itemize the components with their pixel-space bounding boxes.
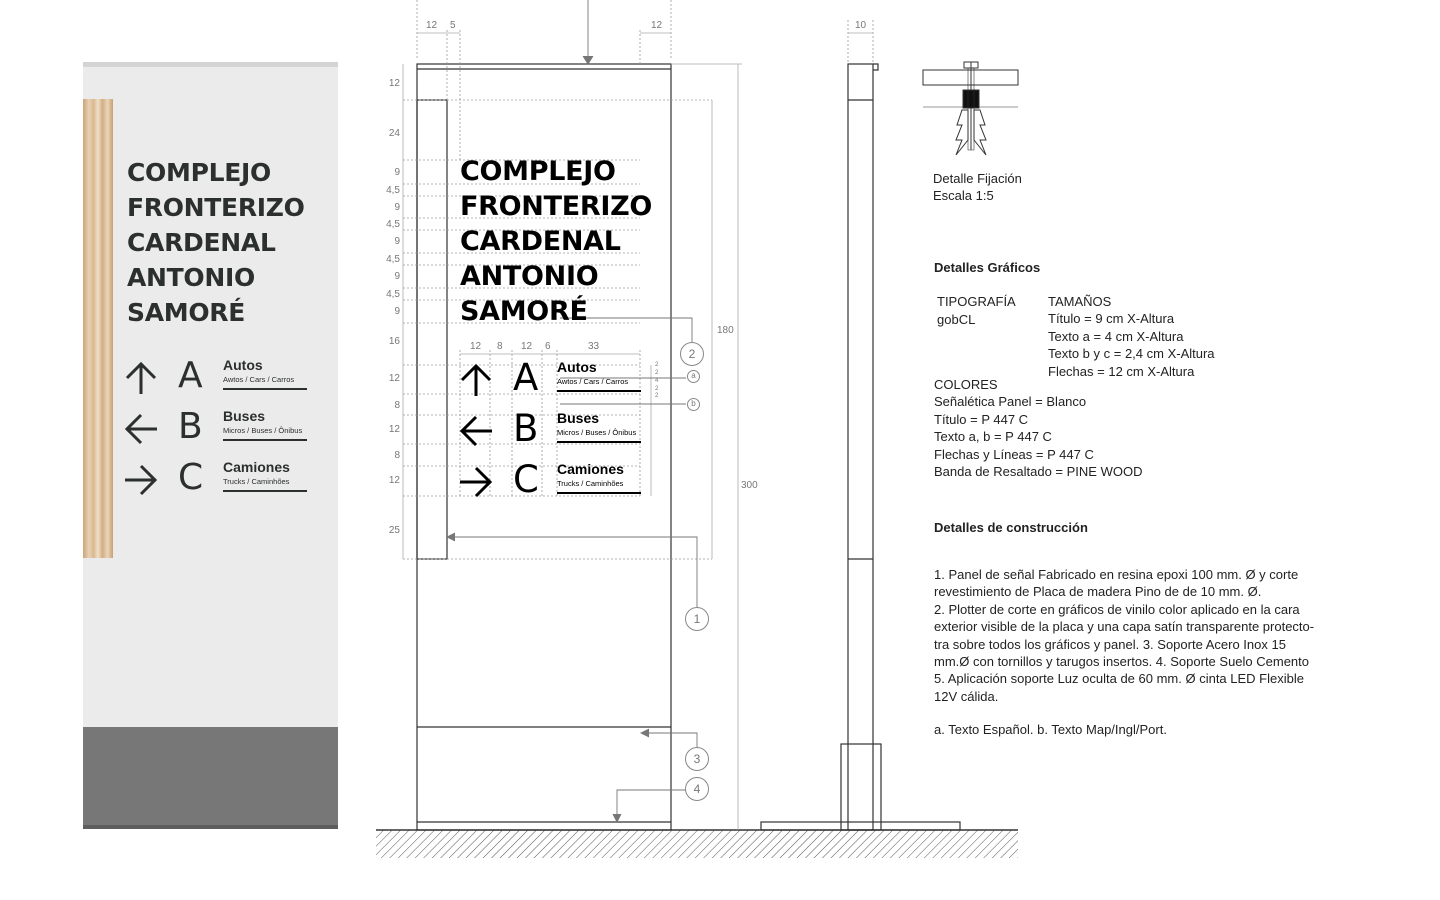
arrow-right-icon	[458, 464, 494, 500]
drawing-title-line: ANTONIO	[460, 261, 599, 292]
dim-v: 9	[394, 202, 400, 213]
dim-top-12b: 12	[651, 20, 663, 31]
drawing-row-sub: Trucks / Caminhões	[557, 479, 624, 488]
fixing-detail	[923, 62, 1018, 155]
dim-total-180: 180	[717, 325, 734, 336]
construction-body	[934, 566, 1314, 705]
drawing-row-underline	[557, 390, 641, 392]
dim-top-5: 5	[450, 20, 456, 31]
construction-line: mm.Ø con tornillos y tarugos insertos. 4. Soporte Suelo Cemento	[934, 654, 1310, 670]
sign-row-name: Buses	[223, 408, 266, 424]
dim-v: 8	[394, 400, 400, 411]
dim-v: 12	[388, 78, 400, 89]
sign-row-name: Autos	[223, 357, 263, 373]
color-item: Texto a, b = P 447 C	[934, 429, 1052, 445]
dim-small: 2	[655, 386, 659, 392]
sign-title-line: ANTONIO	[127, 263, 255, 292]
dim-v: 12	[388, 424, 400, 435]
dim-v: 4,5	[386, 185, 400, 196]
callout-4: 4	[685, 777, 709, 801]
construction-line: 5. Aplicación soporte Luz oculta de 60 mm. Ø cinta LED Flexible	[934, 671, 1304, 687]
sign-title-line: FRONTERIZO	[127, 193, 305, 222]
dim-v: 4,5	[386, 289, 400, 300]
callout-1: 1	[685, 607, 709, 631]
drawing-row-a	[458, 356, 658, 406]
arrow-up-icon	[458, 362, 494, 398]
size-item: Texto b y c = 2,4 cm X-Altura	[1048, 346, 1215, 362]
fixing-detail-title: Detalle Fijación	[933, 171, 1022, 186]
color-item: Flechas y Líneas = P 447 C	[934, 446, 1094, 462]
drawing-row-letter: B	[513, 407, 539, 450]
sign-row-sub: Micros / Buses / Ônibus	[223, 426, 303, 435]
dim-v: 9	[394, 271, 400, 282]
callout-2: 2	[680, 342, 704, 366]
dim-top-10: 10	[855, 20, 867, 31]
dim-top-12: 12	[426, 20, 438, 31]
side-view	[761, 64, 960, 830]
sizes-block	[1048, 293, 1215, 380]
construction-heading: Detalles de construcción	[934, 520, 1088, 535]
drawing-row-name: Camiones	[557, 461, 624, 477]
construction-line: revestimiento de Placa de madera Pino de de 10 mm. Ø.	[934, 584, 1262, 600]
dim-total-300: 300	[741, 480, 758, 491]
dim-v: 12	[388, 373, 400, 384]
size-item: Texto a = 4 cm X-Altura	[1048, 328, 1184, 344]
fixing-detail-caption	[933, 170, 1022, 205]
drawing-row-sub: Awtos / Cars / Carros	[557, 377, 629, 386]
construction-line: 2. Plotter de corte en gráficos de vinilo color aplicado en la cara	[934, 601, 1300, 617]
drawing-title-line: COMPLEJO	[460, 156, 616, 187]
sign-title-line: COMPLEJO	[127, 158, 271, 187]
drawing-row-c	[458, 458, 658, 508]
ground-hatch	[376, 830, 1018, 858]
drawing-row-b	[458, 407, 658, 457]
sizes-label: TAMAÑOS	[1048, 294, 1112, 309]
dim-v: 25	[388, 525, 400, 536]
construction-line: 12V cálida.	[934, 688, 999, 704]
dim-v: 16	[388, 336, 400, 347]
dim-small: 2	[655, 393, 659, 399]
dim-v: 8	[394, 450, 400, 461]
sign-title-line: SAMORÉ	[127, 298, 246, 327]
dim-row: 33	[588, 341, 600, 352]
sign-row-letter: B	[178, 406, 203, 447]
drawing-title	[460, 154, 700, 329]
dim-row: 6	[545, 341, 551, 352]
callout-3: 3	[685, 747, 709, 771]
drawing-row-letter: A	[513, 356, 539, 399]
drawing-title-line: SAMORÉ	[460, 296, 588, 327]
drawing-title-line: FRONTERIZO	[460, 191, 653, 222]
typo-label: TIPOGRAFÍA	[937, 294, 1016, 309]
construction-line: tra sobre todos los gráficos y panel. 3. Soporte Acero Inox 15	[934, 636, 1286, 652]
arrow-left-icon	[458, 413, 494, 449]
drawing-row-letter: C	[513, 458, 539, 501]
dim-row: 8	[497, 341, 503, 352]
dim-small: 2	[655, 362, 659, 368]
dim-v: 4,5	[386, 254, 400, 265]
sign-row-sub: Trucks / Caminhões	[223, 477, 290, 486]
dim-small: 4	[655, 378, 659, 384]
dim-v: 9	[394, 306, 400, 317]
colors-block	[934, 376, 1142, 480]
drawing-row-name: Buses	[557, 410, 600, 426]
dim-v: 4,5	[386, 219, 400, 230]
size-item: Título = 9 cm X-Altura	[1048, 311, 1175, 327]
sign-row-name: Camiones	[223, 459, 290, 475]
dim-small: 2	[655, 370, 659, 376]
drawing-row-name: Autos	[557, 359, 597, 375]
drawing-row-sub: Micros / Buses / Ônibus	[557, 428, 637, 437]
dim-row: 12	[521, 341, 533, 352]
sign-row-sub: Awtos / Cars / Carros	[223, 375, 295, 384]
colors-label: COLORES	[934, 377, 998, 392]
typo-value: gobCL	[937, 312, 976, 327]
color-item: Señalética Panel = Blanco	[934, 394, 1087, 410]
sign-row-letter: C	[178, 457, 204, 498]
color-item: Banda de Resaltado = PINE WOOD	[934, 464, 1143, 480]
drawing-title-line: CARDENAL	[460, 226, 621, 257]
sign-title-line: CARDENAL	[127, 228, 276, 257]
drawing-row-underline	[557, 441, 641, 443]
fixing-detail-scale: Escala 1:5	[933, 188, 994, 204]
dim-v: 9	[394, 167, 400, 178]
color-item: Título = P 447 C	[934, 411, 1029, 427]
callout-a: a	[687, 370, 700, 383]
dim-row: 12	[470, 341, 482, 352]
construction-footnote: a. Texto Español. b. Texto Map/Ingl/Port.	[934, 722, 1167, 737]
sign-row-letter: A	[178, 355, 203, 396]
construction-line: 1. Panel de señal Fabricado en resina epoxi 100 mm. Ø y corte	[934, 567, 1299, 582]
dim-v: 9	[394, 236, 400, 247]
construction-line: exterior visible de la placa y una capa satín transparente protecto-	[934, 619, 1315, 635]
graphics-heading: Detalles Gráficos	[934, 260, 1041, 275]
dim-v: 12	[388, 475, 400, 486]
size-item: Flechas = 12 cm X-Altura	[1048, 363, 1195, 379]
drawing-row-underline	[557, 492, 641, 494]
dim-v: 24	[388, 128, 400, 139]
callout-b: b	[687, 398, 700, 411]
